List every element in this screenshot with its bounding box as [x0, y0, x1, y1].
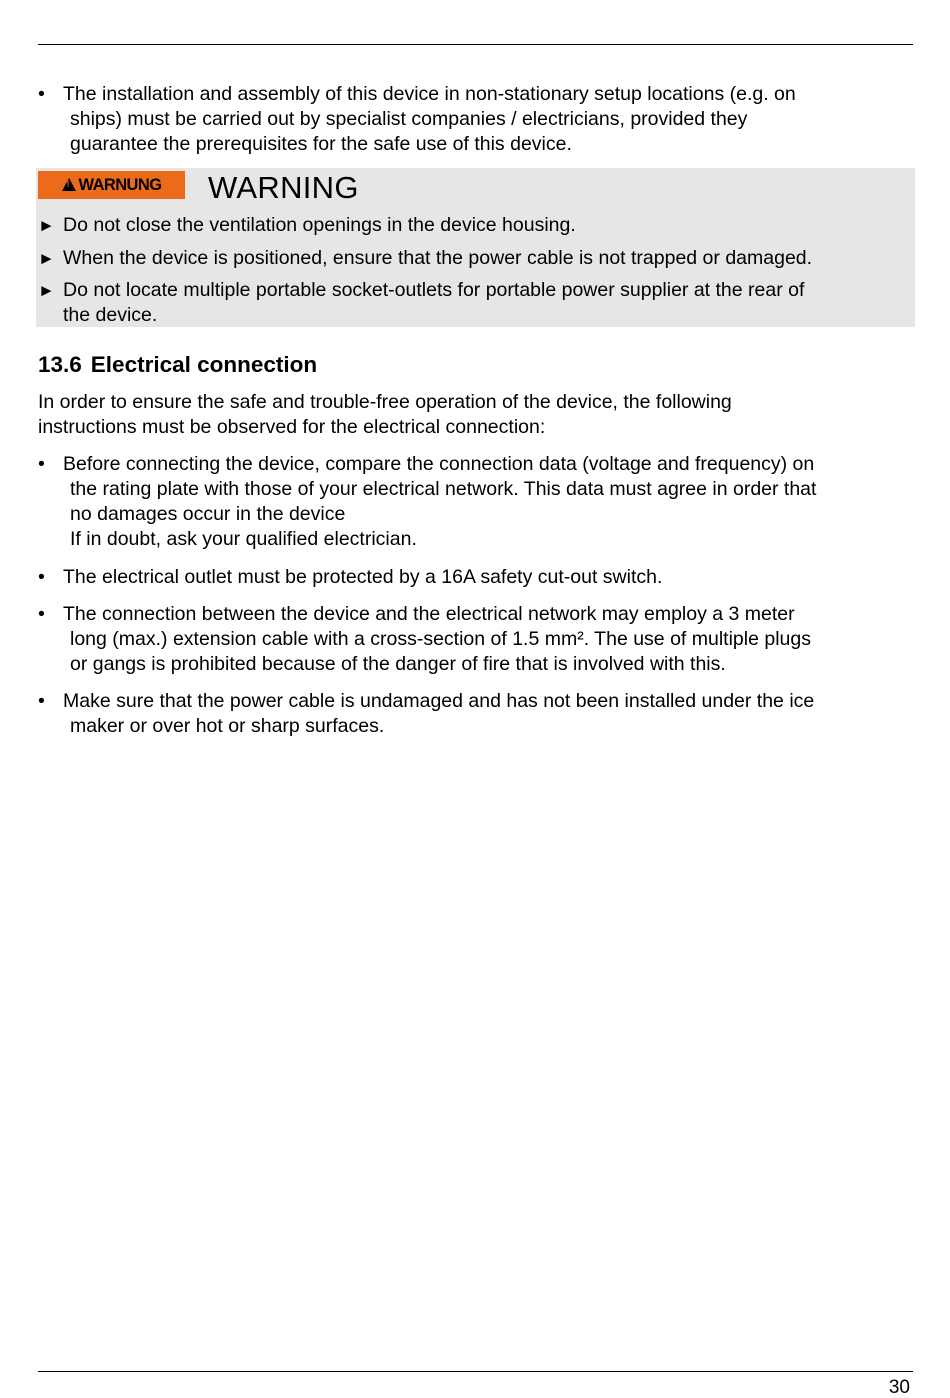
list-item: [38, 689, 814, 739]
bullet-dot-icon: •: [38, 603, 45, 625]
warning-title: WARNING: [208, 170, 359, 205]
warning-item: [38, 278, 804, 328]
list-item: [38, 452, 816, 552]
bullet-line: or gangs is prohibited because of the danger of fire that is involved with this.: [70, 653, 726, 675]
bullet-dot-icon: •: [38, 566, 45, 588]
warning-triangle-icon: [62, 178, 76, 191]
bullet-line: Before connecting the device, compare the connection data (voltage and frequency) on: [63, 453, 815, 475]
bullet-line: The connection between the device and the electrical network may employ a 3 meter: [63, 603, 795, 625]
warning-badge-label: WARNUNG: [78, 176, 162, 194]
bullet-line: guarantee the prerequisites for the safe use of this device.: [70, 133, 572, 155]
warning-item: [38, 213, 576, 238]
bullet-line: no damages occur in the device: [70, 503, 346, 525]
arrow-right-icon: ►: [38, 249, 55, 268]
bullet-dot-icon: •: [38, 83, 45, 105]
list-item: [38, 565, 662, 590]
section-heading: [38, 351, 317, 379]
bullet-line: The electrical outlet must be protected by a 16A safety cut-out switch.: [63, 566, 663, 588]
list-item: [38, 602, 811, 677]
bullet-dot-icon: •: [38, 453, 45, 475]
bullet-dot-icon: •: [38, 690, 45, 712]
list-item: [38, 82, 796, 157]
warning-item-text: Do not locate multiple portable socket-outlets for portable power supplier at the rear of: [63, 279, 805, 301]
footer-rule: [38, 1371, 913, 1372]
section-intro: [38, 390, 732, 440]
warning-item-text: the device.: [63, 304, 158, 326]
header-rule: [38, 44, 913, 45]
bullet-line: the rating plate with those of your electrical network. This data must agree in order that: [70, 478, 817, 500]
arrow-right-icon: ►: [38, 281, 55, 300]
warning-item-text: When the device is positioned, ensure that the power cable is not trapped or damaged.: [63, 247, 813, 269]
bullet-line: maker or over hot or sharp surfaces.: [70, 715, 385, 737]
bullet-line: The installation and assembly of this device in non-stationary setup locations (e.g. on: [63, 83, 796, 105]
arrow-right-icon: ►: [38, 216, 55, 235]
intro-line: In order to ensure the safe and trouble-free operation of the device, the following: [38, 391, 732, 413]
section-title: Electrical connection: [90, 352, 318, 377]
intro-line: instructions must be observed for the electrical connection:: [38, 416, 546, 438]
bullet-line: Make sure that the power cable is undamaged and has not been installed under the ice: [63, 690, 815, 712]
warning-item: [38, 246, 812, 271]
bullet-line: If in doubt, ask your qualified electrician.: [70, 528, 417, 550]
warning-badge: [38, 171, 185, 199]
bullet-line: long (max.) extension cable with a cross-section of 1.5 mm². The use of multiple plugs: [70, 628, 811, 650]
page-number: 30: [888, 1377, 910, 1398]
bullet-line: ships) must be carried out by specialist companies / electricians, provided they: [70, 108, 748, 130]
warning-item-text: Do not close the ventilation openings in the device housing.: [63, 214, 576, 236]
section-number: 13.6: [38, 352, 82, 377]
